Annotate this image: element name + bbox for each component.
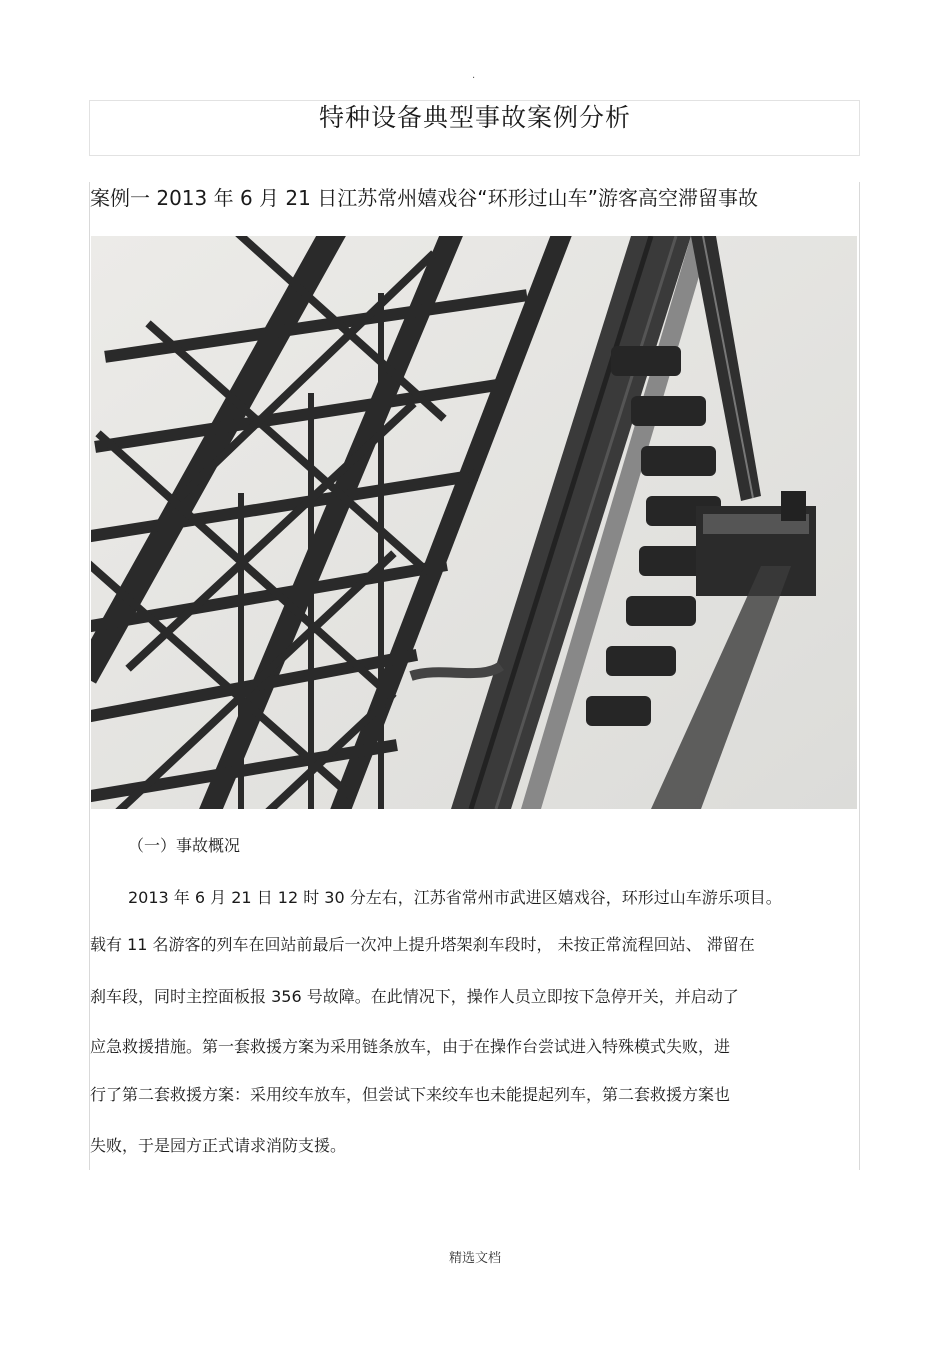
paragraph-line: 刹车段，同时主控面板报 356 号故障。在此情况下，操作人员立即按下急停开关，并启动了 — [90, 987, 739, 1006]
paragraph-line: 载有 11 名游客的列车在回站前最后一次冲上提升塔架刹车段时， 未按正常流程回站、 滞留在 — [90, 935, 755, 954]
roller-coaster-photo — [91, 236, 857, 809]
content-frame-left — [89, 182, 90, 1170]
top-mark: . — [472, 70, 476, 81]
section-heading: （一）事故概况 — [128, 836, 241, 855]
paragraph-line: 2013 年 6 月 21 日 12 时 30 分左右，江苏省常州市武进区嬉戏谷，环形过山车游乐项目。 — [128, 888, 782, 907]
case-heading: 案例一 2013 年 6 月 21 日江苏常州嬉戏谷“环形过山车”游客高空滞留事故 — [90, 186, 758, 210]
content-frame-right — [859, 182, 860, 1170]
paragraph-line: 失败，于是园方正式请求消防支援。 — [90, 1136, 347, 1155]
page-footer: 精选文档 — [448, 1251, 501, 1266]
page-title: 特种设备典型事故案例分析 — [318, 103, 631, 132]
paragraph-line: 行了第二套救援方案：采用绞车放车，但尝试下来绞车也未能提起列车，第二套救援方案也 — [90, 1085, 731, 1104]
paragraph-line: 应急救援措施。第一套救援方案为采用链条放车，由于在操作台尝试进入特殊模式失败，进 — [90, 1037, 731, 1056]
